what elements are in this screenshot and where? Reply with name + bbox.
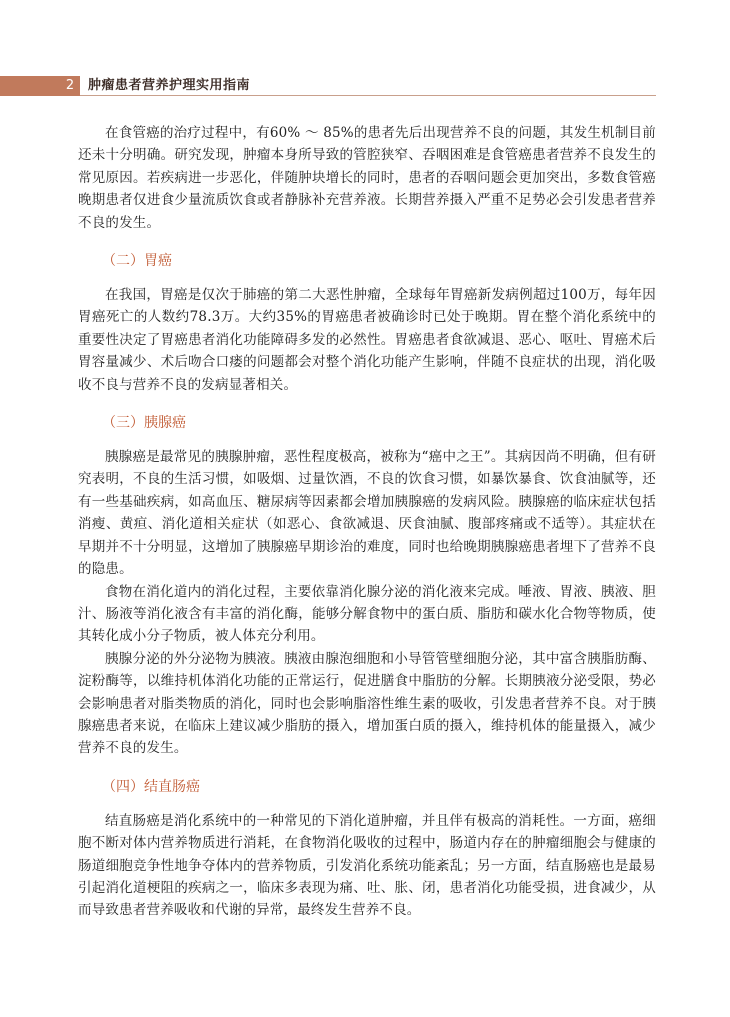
page-number: 2: [65, 78, 75, 93]
colorectal-cancer-paragraph-1: 结直肠癌是消化系统中的一种常见的下消化道肿瘤，并且伴有极高的消耗性。一方面，癌细胞不断对体内营养物质进行消耗，在食物消化吸收的过程中，肠道内存在的肿瘤细胞会与健康的肠道细胞竞争性地争夺体内的营养物质，引发消化系统功能紊乱；另一方面，结直肠癌也是最易引起消化道梗阻的疾病之一，临床多表现为痛、吐、胀、闭，患者消化功能受损，进食减少，从而导致患者营养吸收和代谢的异常，最终发生营养不良。: [78, 812, 656, 919]
header-rule: [80, 95, 656, 96]
page-body: [78, 122, 656, 922]
intro-paragraph: 在食管癌的治疗过程中，有60% ～ 85%的患者先后出现营养不良的问题，其发生机制目前还未十分明确。研究发现，肿瘤本身所导致的管腔狭窄、吞咽困难是食管癌患者营养不良发生的常见原因。若疾病进一步恶化，伴随肿块增长的同时，患者的吞咽问题会更加突出，多数食管癌晚期患者仅进食少量流质饮食或者静脉补充营养液。长期营养摄入严重不足势必会引发患者营养不良的发生。: [78, 125, 656, 231]
stomach-cancer-paragraph-1: 在我国，胃癌是仅次于肺癌的第二大恶性肿瘤，全球每年胃癌新发病例超过100万，每年因胃癌死亡的人数约78.3万。大约35%的胃癌患者被确诊时已处于晚期。胃在整个消化系统中的重要性决定了胃癌患者消化功能障碍多发的必然性。胃癌患者食欲减退、恶心、呕吐、胃癌术后胃容量减少、术后吻合口瘘的问题都会对整个消化功能产生影响，伴随不良症状的出现，消化吸收不良与营养不良的发病显著相关。: [78, 287, 656, 393]
section-heading-colorectal-cancer: （四）结直肠癌: [102, 778, 200, 795]
book-title: 肿瘤患者营养护理实用指南: [88, 78, 251, 93]
section-heading-stomach-cancer: （二）胃癌: [102, 253, 172, 270]
pancreatic-cancer-paragraph-2: 食物在消化道内的消化过程，主要依靠消化腺分泌的消化液来完成。唾液、胃液、胰液、胆汁、肠液等消化液含有丰富的消化酶，能够分解食物中的蛋白质、脂肪和碳水化合物等物质，使其转化成小分子物质，被人体充分利用。: [78, 583, 656, 645]
running-header: [0, 76, 730, 96]
pancreatic-cancer-paragraph-1: 胰腺癌是最常见的胰腺肿瘤，恶性程度极高，被称为“癌中之王”。其病因尚不明确，但有研究表明，不良的生活习惯，如吸烟、过量饮酒，不良的饮食习惯，如暴饮暴食、饮食油腻等，还有一些基础疾病，如高血压、糖尿病等因素都会增加胰腺癌的发病风险。胰腺癌的临床症状包括消瘦、黄疸、消化道相关症状（如恶心、食欲减退、厌食油腻、腹部疼痛或不适等）。其症状在早期并不十分明显，这增加了胰腺癌早期诊治的难度，同时也给晚期胰腺癌患者埋下了营养不良的隐患。: [78, 449, 656, 578]
pancreatic-cancer-paragraph-3: 胰腺分泌的外分泌物为胰液。胰液由腺泡细胞和小导管管壁细胞分泌，其中富含胰脂肪酶、淀粉酶等，以维持机体消化功能的正常运行，促进膳食中脂肪的分解。长期胰液分泌受限，势必会影响患者对脂类物质的消化，同时也会影响脂溶性维生素的吸收，引发患者营养不良。对于胰腺癌患者来说，在临床上建议减少脂肪的摄入，增加蛋白质的摄入，维持机体的能量摄入，减少营养不良的发生。: [78, 650, 656, 757]
section-heading-pancreatic-cancer: （三）胰腺癌: [102, 415, 186, 432]
